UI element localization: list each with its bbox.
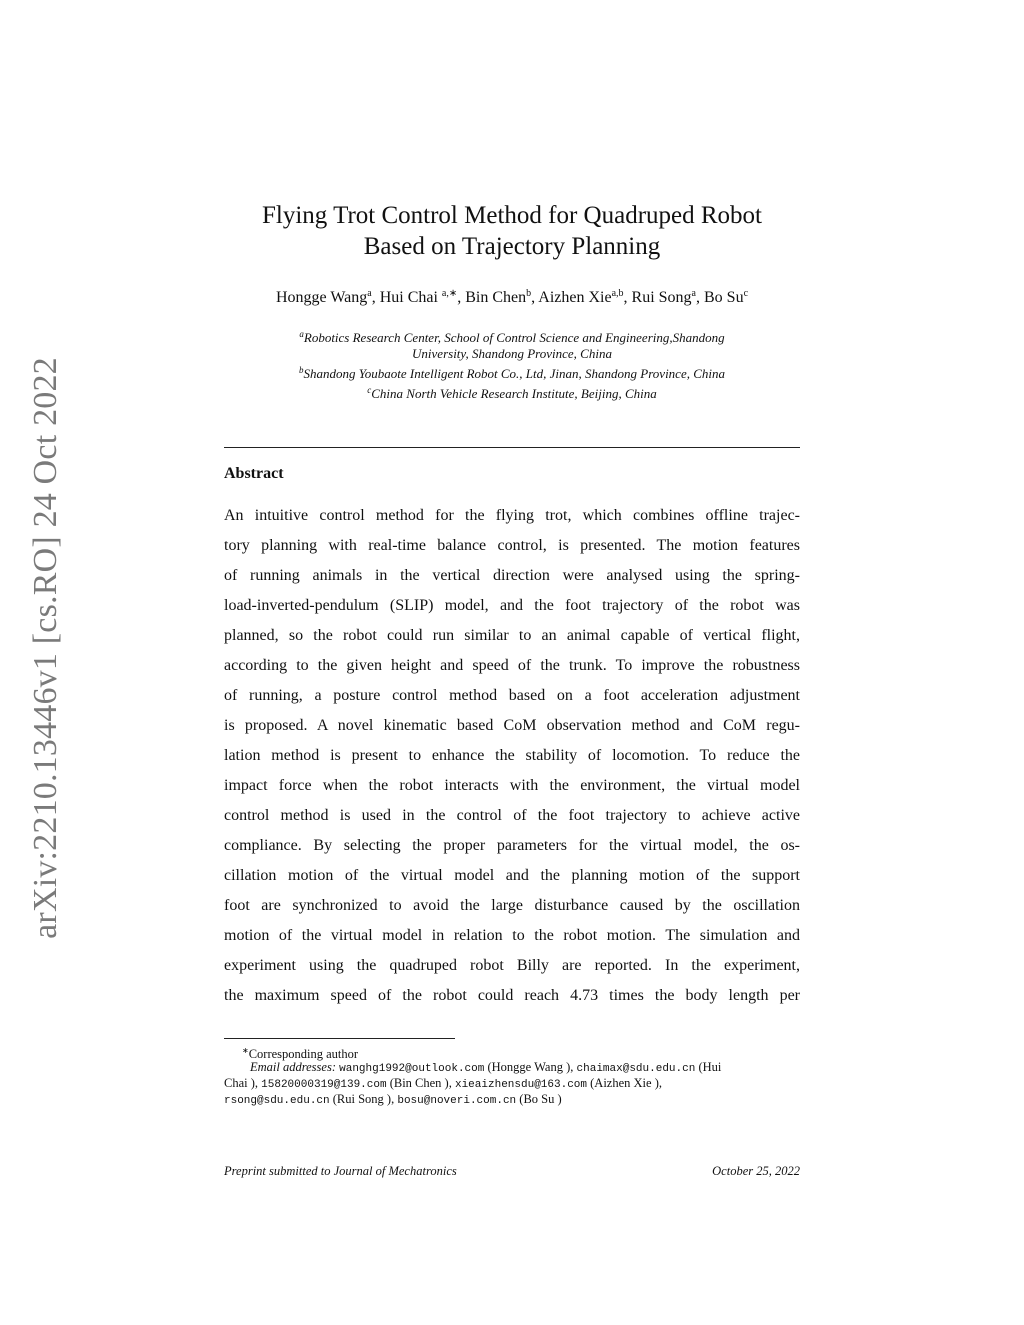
author-name: Hongge Wang <box>275 289 368 306</box>
abstract-line: compliance. By selecting the proper parameters for the virtual model, the os- <box>224 837 800 854</box>
affiliation-c <box>180 382 844 402</box>
abstract-line: An intuitive control method for the flying trot, which combines offline trajec- <box>224 507 800 524</box>
abstract-line: impact force when the robot interacts with the environment, the virtual model <box>224 777 800 794</box>
affil-mark: a <box>299 329 304 339</box>
author-name: Rui Song <box>631 289 692 306</box>
corresponding-text: Corresponding author <box>248 1047 359 1061</box>
abstract-divider <box>224 447 800 448</box>
affil-text: China North Vehicle Research Institute, Beijing, China <box>371 386 657 401</box>
title-line-2: Based on Trajectory Planning <box>363 233 661 260</box>
affiliation-b <box>180 362 844 382</box>
abstract-line: motion of the virtual model in relation to the robot motion. The simulation and <box>224 927 800 944</box>
preprint-date: October 25, 2022 <box>712 1164 800 1178</box>
preprint-notice: Preprint submitted to Journal of Mechatronics <box>224 1164 457 1178</box>
abstract-line: foot are synchronized to avoid the large disturbance caused by the oscillation <box>224 897 800 914</box>
abstract-body <box>224 505 800 1015</box>
email-owner: (Hongge Wang ), <box>487 1060 574 1074</box>
affil-mark: b <box>298 365 304 375</box>
author-separator: , <box>371 289 380 306</box>
footnote-divider <box>224 1038 455 1039</box>
abstract-line: control method is used in the control of the foot trajectory to achieve active <box>224 807 800 824</box>
abstract-line: lation method is present to enhance the stability of locomotion. To reduce the <box>224 747 800 764</box>
abstract-line: experiment using the quadruped robot Billy are reported. In the experiment, <box>224 957 800 974</box>
email-owner: (Bin Chen ), <box>389 1076 452 1090</box>
abstract-line: load-inverted-pendulum (SLIP) model, and the foot trajectory of the robot was <box>224 597 800 614</box>
footnote-emails-line-1 <box>224 1059 800 1075</box>
email-link[interactable]: bosu@noveri.com.cn <box>397 1095 517 1107</box>
footnotes <box>224 1043 800 1107</box>
title-line-1: Flying Trot Control Method for Quadruped Robot <box>261 202 762 229</box>
email-link[interactable]: wanghg1992@outlook.com <box>339 1063 485 1075</box>
affiliations <box>180 326 844 402</box>
abstract-heading: Abstract <box>224 465 284 482</box>
abstract-line: is proposed. A novel kinematic based CoM observation method and CoM regu- <box>224 717 800 734</box>
abstract-line: of running animals in the vertical direction were analysed using the spring- <box>224 567 800 584</box>
author-affil-mark: a,∗ <box>441 288 458 299</box>
author-separator: , <box>457 289 466 306</box>
abstract-line: according to the given height and speed of the trunk. To improve the robustness <box>224 657 800 674</box>
email-label: Email addresses: <box>250 1060 336 1074</box>
author-affil-mark: a <box>691 288 696 299</box>
email-link[interactable]: 15820000319@139.com <box>261 1079 387 1091</box>
email-owner: (Rui Song ), <box>332 1092 395 1106</box>
email-owner: Chai ), <box>224 1076 259 1090</box>
affiliation-a <box>180 326 844 346</box>
abstract-line: tory planning with real-time balance control, is presented. The motion features <box>224 537 800 554</box>
author-affil-mark: a <box>367 288 372 299</box>
affil-mark: c <box>367 385 372 395</box>
abstract-line: the maximum speed of the robot could reach 4.73 times the body length per <box>224 987 800 1004</box>
author-name: Aizhen Xie <box>538 289 612 306</box>
author-affil-mark: a,b <box>611 288 624 299</box>
author-list <box>140 288 884 307</box>
author-name: Bo Su <box>704 289 744 306</box>
abstract-line: of running, a posture control method based on a foot acceleration adjustment <box>224 687 800 704</box>
email-owner: (Hui <box>698 1060 722 1074</box>
author-name: Hui Chai <box>379 289 442 306</box>
affil-text: Robotics Research Center, School of Control Science and Engineering,Shandong <box>303 330 725 345</box>
author-separator: , <box>531 289 539 306</box>
email-link[interactable]: xieaizhensdu@163.com <box>454 1079 588 1091</box>
email-owner: (Aizhen Xie ), <box>590 1076 662 1090</box>
footnote-corresponding <box>224 1043 800 1059</box>
email-link[interactable]: rsong@sdu.edu.cn <box>224 1095 330 1107</box>
abstract-line: cillation motion of the virtual model and the planning motion of the support <box>224 867 800 884</box>
affil-text: Shandong Youbaote Intelligent Robot Co., Ltd, Jinan, Shandong Province, China <box>303 366 726 381</box>
email-owner: (Bo Su ) <box>519 1092 562 1106</box>
author-name: Bin Chen <box>465 289 527 306</box>
author-affil-mark: c <box>743 288 749 299</box>
arxiv-identifier[interactable]: arXiv:2210.13446v1 [cs.RO] 24 Oct 2022 <box>27 357 64 939</box>
author-separator: , <box>696 289 704 306</box>
abstract-line: planned, so the robot could run similar to an animal capable of vertical flight, <box>224 627 800 644</box>
author-separator: , <box>623 289 632 306</box>
affiliation-a-cont: University, Shandong Province, China <box>412 346 612 361</box>
paper-title <box>200 200 824 262</box>
corresponding-mark: ∗ <box>242 1046 249 1055</box>
footnote-emails-line-3 <box>224 1091 800 1107</box>
email-link[interactable]: chaimax@sdu.edu.cn <box>576 1063 696 1075</box>
footnote-emails-line-2 <box>224 1075 800 1091</box>
author-affil-mark: b <box>526 288 532 299</box>
